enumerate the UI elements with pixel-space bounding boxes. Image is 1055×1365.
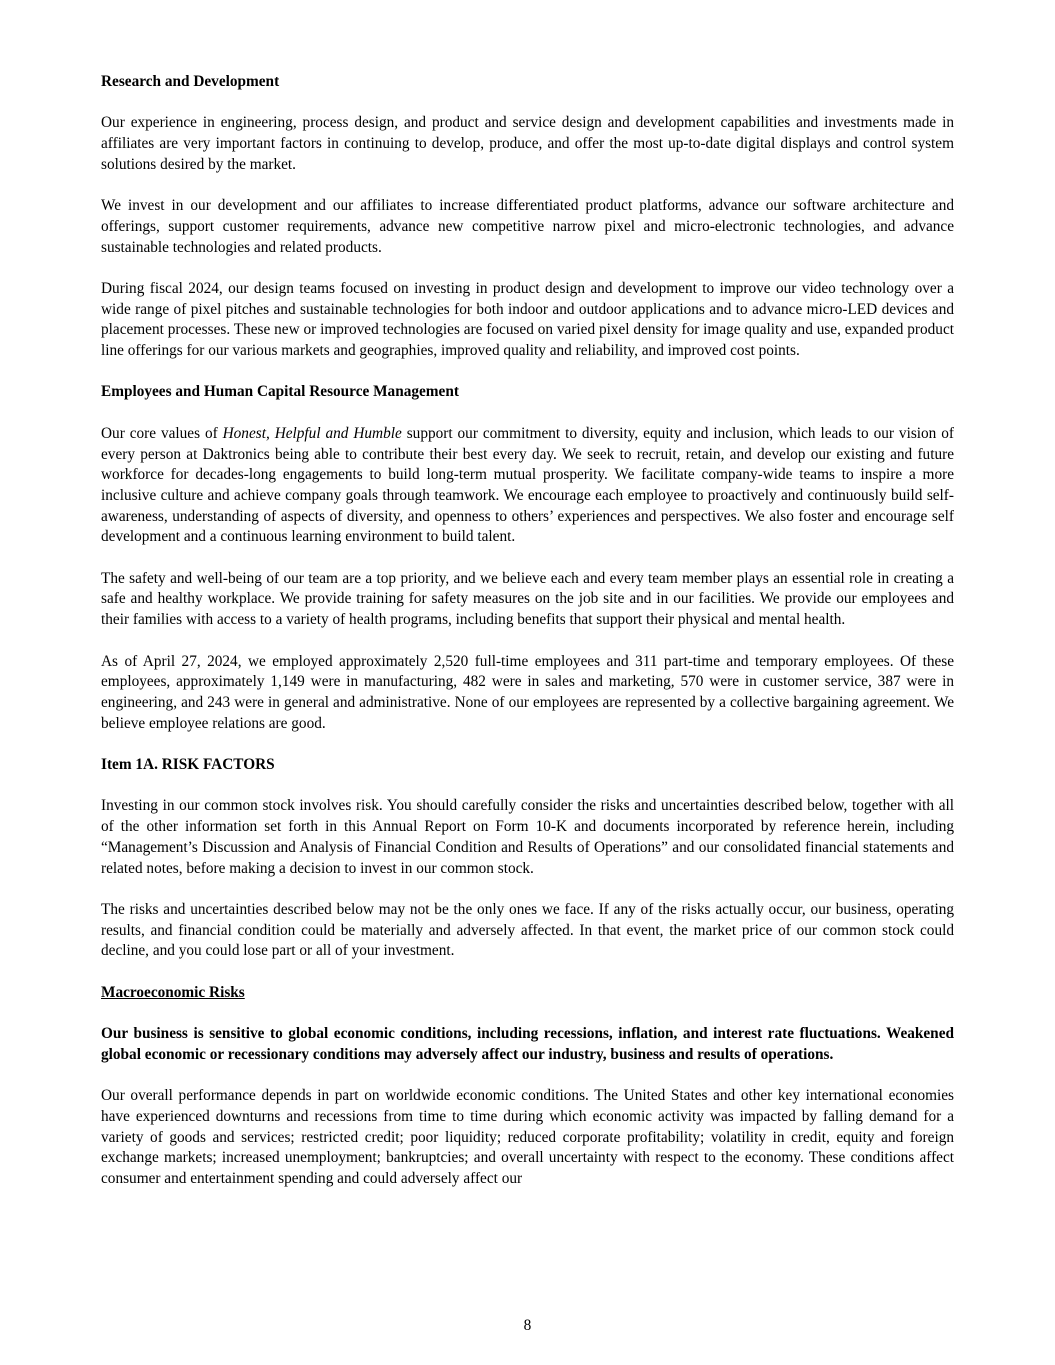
hc-p1-rest: support our commitment to diversity, equity and inclusion, which leads to our vision of every person at Daktronics being able to contribute their best every day. We seek to recruit, retain, and develop our existing and future workforce for decades-long engagements to build long-term mutual prosperity. We facilitate company-wide teams to inspire a more inclusive culture and achieve company goals through teamwork. We encourage each employee to proactively and continuously build self-awareness, understanding of aspects of diversity, and openness to others’ experiences and perspectives. We also foster and encourage self development and a continuous learning environment to build talent.	[101, 424, 954, 546]
core-values-italic: Honest, Helpful and Humble	[222, 424, 402, 442]
macro-risk-statement: Our business is sensitive to global economic conditions, including recessions, inflation, and interest rate fluctuations. Weakened global economic or recessionary conditions may adversely affect our industry, business and results of operations.	[101, 1025, 954, 1063]
macroeconomic-risks-heading: Macroeconomic Risks	[101, 983, 245, 1001]
page-number: 8	[523, 1317, 532, 1334]
hc-paragraph-2: The safety and well-being of our team are a top priority, and we believe each and every team member plays an essential role in creating a safe and healthy workplace. We provide training for safety measures on the job site and in our facilities. We provide our employees and their families with access to a variety of health programs, including benefits that support their physical and mental health.	[101, 569, 954, 629]
hc-paragraph-1	[101, 424, 954, 548]
rf-paragraph-1: Investing in our common stock involves risk. You should carefully consider the risks and uncertainties described below, together with all of the other information set forth in this Annual Report on Form 10-K and documents incorporated by reference herein, including “Management’s Discussion and Analysis of Financial Condition and Results of Operations” and our consolidated financial statements and related notes, before making a decision to invest in our common stock.	[101, 797, 954, 877]
hc-p1-lead: Our core values of	[101, 424, 223, 442]
risk-factors-heading: Item 1A. RISK FACTORS	[101, 756, 275, 774]
macro-paragraph-1: Our overall performance depends in part on worldwide economic conditions. The United States and other key international economies have experienced downturns and recessions from time to time during which economic activity was impacted by falling demand for a variety of goods and services; restricted credit; poor liquidity; reduced corporate profitability; volatility in credit, equity and foreign exchange markets; increased unemployment; bankruptcies; and overall uncertainty with respect to the economy. These conditions affect consumer and entertainment spending and could adversely affect our	[101, 1087, 954, 1188]
rd-paragraph-3: During fiscal 2024, our design teams focused on investing in product design and development to improve our video technology over a wide range of pixel pitches and sustainable technologies for both indoor and outdoor applications and to advance micro-LED devices and placement processes. These new or improved technologies are focused on varied pixel density for image quality and use, expanded product line offerings for our various markets and geographies, improved quality and reliability, and improved cost points.	[101, 279, 954, 360]
hc-paragraph-3: As of April 27, 2024, we employed approximately 2,520 full-time employees and 311 part-time and temporary employees. Of these employees, approximately 1,149 were in manufacturing, 482 were in sales and marketing, 570 were in customer service, 387 were in engineering, and 243 were in general and administrative. None of our employees are represented by a collective bargaining agreement. We believe employee relations are good.	[101, 652, 954, 732]
human-capital-heading: Employees and Human Capital Resource Management	[101, 383, 459, 401]
rd-paragraph-2: We invest in our development and our affiliates to increase differentiated product platforms, advance our software architecture and offerings, support customer requirements, advance new competitive narrow pixel and micro-electronic technologies, and advance sustainable technologies and related products.	[101, 197, 954, 256]
document-page	[101, 72, 954, 1190]
rf-paragraph-2: The risks and uncertainties described below may not be the only ones we face. If any of the risks actually occur, our business, operating results, and financial condition could be materially and adversely affected. In that event, the market price of our common stock could decline, and you could lose part or all of your investment.	[101, 900, 954, 960]
rd-paragraph-1: Our experience in engineering, process design, and product and service design and development capabilities and investments made in affiliates are very important factors in continuing to develop, produce, and offer the most up-to-date digital displays and control system solutions desired by the market.	[101, 114, 954, 173]
research-development-heading: Research and Development	[101, 73, 280, 90]
